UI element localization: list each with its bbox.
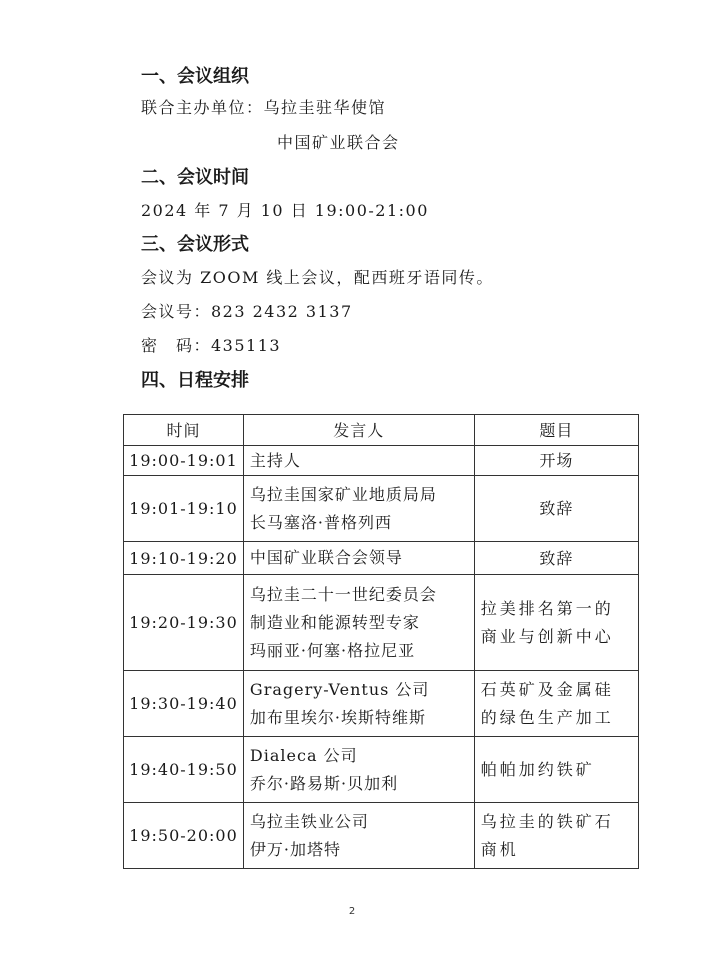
table-header-row	[124, 415, 639, 446]
organizer-line: 联合主办单位：乌拉圭驻华使馆	[141, 98, 387, 117]
row-time: 19:20-19:30	[124, 575, 244, 671]
schedule-table	[123, 414, 639, 869]
topic-line: 乌拉圭的铁矿石	[480, 811, 614, 831]
topic-line: 商机	[480, 839, 519, 859]
meeting-password: 密 码：435113	[141, 336, 282, 355]
organizer-second: 中国矿业联合会	[277, 133, 400, 152]
topic-line: 石英矿及金属硅	[480, 679, 614, 699]
speaker-line: 主持人	[249, 450, 301, 470]
speaker-line: 长马塞洛·普格列西	[249, 512, 393, 532]
table-row	[124, 803, 639, 869]
speaker-line: Dialeca 公司	[249, 745, 358, 765]
row-speaker	[243, 575, 474, 671]
row-time: 19:50-20:00	[124, 803, 244, 869]
speaker-line: 制造业和能源转型专家	[249, 612, 420, 632]
row-speaker	[243, 671, 474, 737]
section-heading-time: 二、会议时间	[141, 167, 249, 188]
speaker-line: 乌拉圭二十一世纪委员会	[249, 584, 437, 604]
topic-line: 拉美排名第一的	[480, 598, 614, 618]
row-speaker	[243, 476, 474, 542]
topic-line: 帕帕加约铁矿	[480, 759, 595, 779]
table-row	[124, 446, 639, 476]
topic-line: 致辞	[539, 499, 574, 518]
table-row	[124, 476, 639, 542]
meeting-format-description: 会议为 ZOOM 线上会议，配西班牙语同传。	[141, 268, 494, 287]
table-row	[124, 671, 639, 737]
table-row	[124, 542, 639, 575]
topic-line: 致辞	[539, 548, 574, 568]
row-topic	[474, 542, 638, 575]
speaker-line: 伊万·加塔特	[249, 839, 342, 859]
row-time: 19:40-19:50	[124, 737, 244, 803]
table-row	[124, 737, 639, 803]
speaker-line: 加布里埃尔·埃斯特维斯	[249, 707, 427, 727]
topic-line: 商业与创新中心	[480, 626, 614, 646]
row-speaker	[243, 446, 474, 476]
meeting-id: 会议号：823 2432 3137	[141, 302, 353, 321]
topic-line: 的绿色生产加工	[480, 707, 614, 727]
speaker-line: 中国矿业联合会领导	[249, 548, 403, 567]
row-time: 19:01-19:10	[124, 476, 244, 542]
column-header-topic: 题目	[474, 415, 638, 446]
row-time: 19:30-19:40	[124, 671, 244, 737]
speaker-line: Gragery-Ventus 公司	[249, 679, 430, 699]
column-header-time: 时间	[124, 415, 244, 446]
column-header-speaker: 发言人	[243, 415, 474, 446]
row-topic	[474, 575, 638, 671]
row-speaker	[243, 737, 474, 803]
table-row	[124, 575, 639, 671]
speaker-line: 乔尔·路易斯·贝加利	[249, 773, 399, 793]
row-topic	[474, 671, 638, 737]
topic-line: 开场	[539, 451, 574, 470]
section-heading-format: 三、会议形式	[141, 234, 249, 255]
row-time: 19:00-19:01	[124, 446, 244, 476]
row-topic	[474, 803, 638, 869]
speaker-line: 乌拉圭国家矿业地质局局	[249, 484, 437, 504]
page-number: 2	[348, 906, 356, 917]
row-topic	[474, 476, 638, 542]
speaker-line: 乌拉圭铁业公司	[249, 811, 369, 831]
section-heading-schedule: 四、日程安排	[141, 370, 249, 391]
row-speaker	[243, 542, 474, 575]
meeting-time: 2024 年 7 月 10 日 19:00-21:00	[141, 201, 429, 220]
row-speaker	[243, 803, 474, 869]
row-time: 19:10-19:20	[124, 542, 244, 575]
row-topic	[474, 737, 638, 803]
speaker-line: 玛丽亚·何塞·格拉尼亚	[249, 640, 416, 660]
section-heading-organization: 一、会议组织	[141, 66, 249, 87]
row-topic	[474, 446, 638, 476]
